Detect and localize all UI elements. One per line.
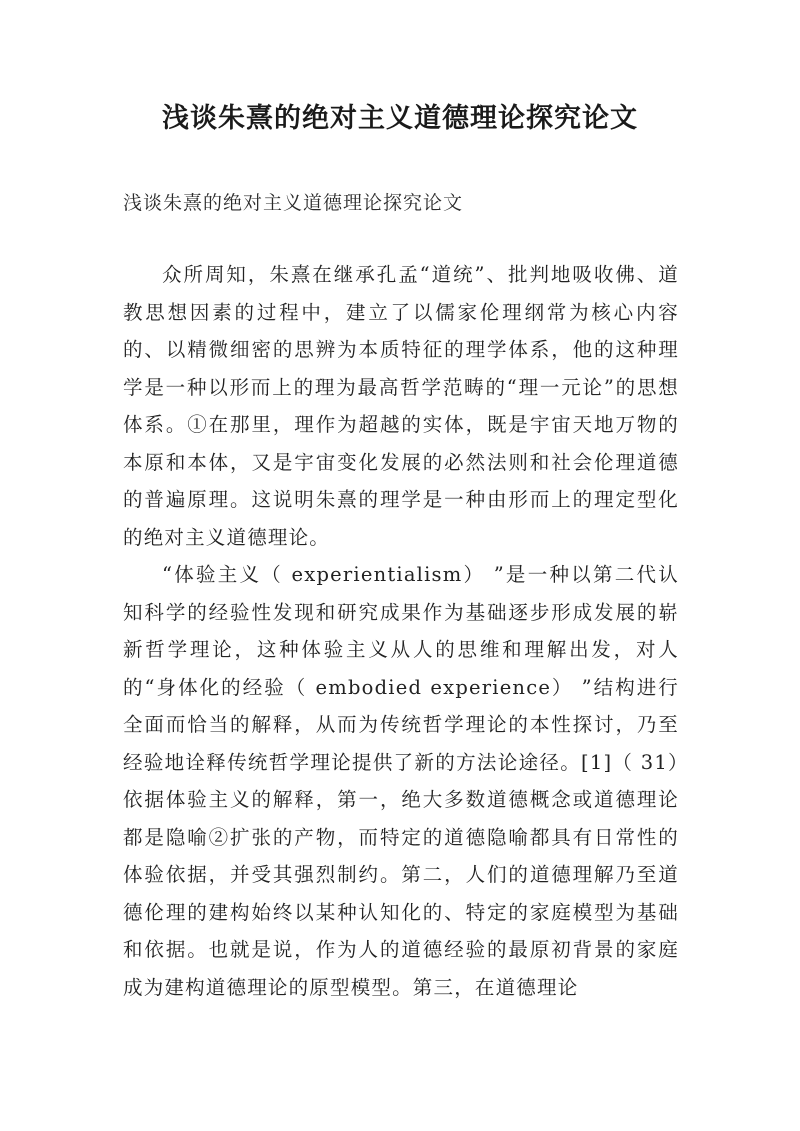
document-subtitle: 浅谈朱熹的绝对主义道德理论探究论文 [123,192,464,214]
document-title: 浅谈朱熹的绝对主义道德理论探究论文 [162,103,638,134]
paragraph-1: 众所周知，朱熹在继承孔孟“道统”、批判地吸收佛、道教思想因素的过程中，建立了以儒家伦理纲常为核心内容的、以精微细密的思辨为本质特征的理学体系，他的这种理学是一种以形而上的理为最高哲学范畴的“理一元论”的思想体系。①在那里，理作为超越的实体，既是宇宙天地万物的本原和本体，又是宇宙变化发展的必然法则和社会伦理道德的普遍原理。这说明朱熹的理学是一种由形而上的理定型化的绝对主义道德理论。 [123,263,679,549]
document-body [123,256,679,1006]
paragraph-2: “体验主义（ experientialism） ”是一种以第二代认知科学的经验性发现和研究成果作为基础逐步形成发展的崭新哲学理论，这种体验主义从人的思维和理解出发，对人的“身体化的经验（ embodied experience） ”结构进行全面而恰当的解释，从而为传统哲学理论的本性探讨，乃至经验地诠释传统哲学理论提供了新的方法论途径。[1]（ 31）依据体验主义的解释，第一，绝大多数道德概念或道德理论都是隐喻②扩张的产物，而特定的道德隐喻都具有日常性的体验依据，并受其强烈制约。第二，人们的道德理解乃至道德伦理的建构始终以某种认知化的、特定的家庭模型为基础和依据。也就是说，作为人的道德经验的最原初背景的家庭成为建构道德理论的原型模型。第三，在道德理论 [123,563,679,999]
